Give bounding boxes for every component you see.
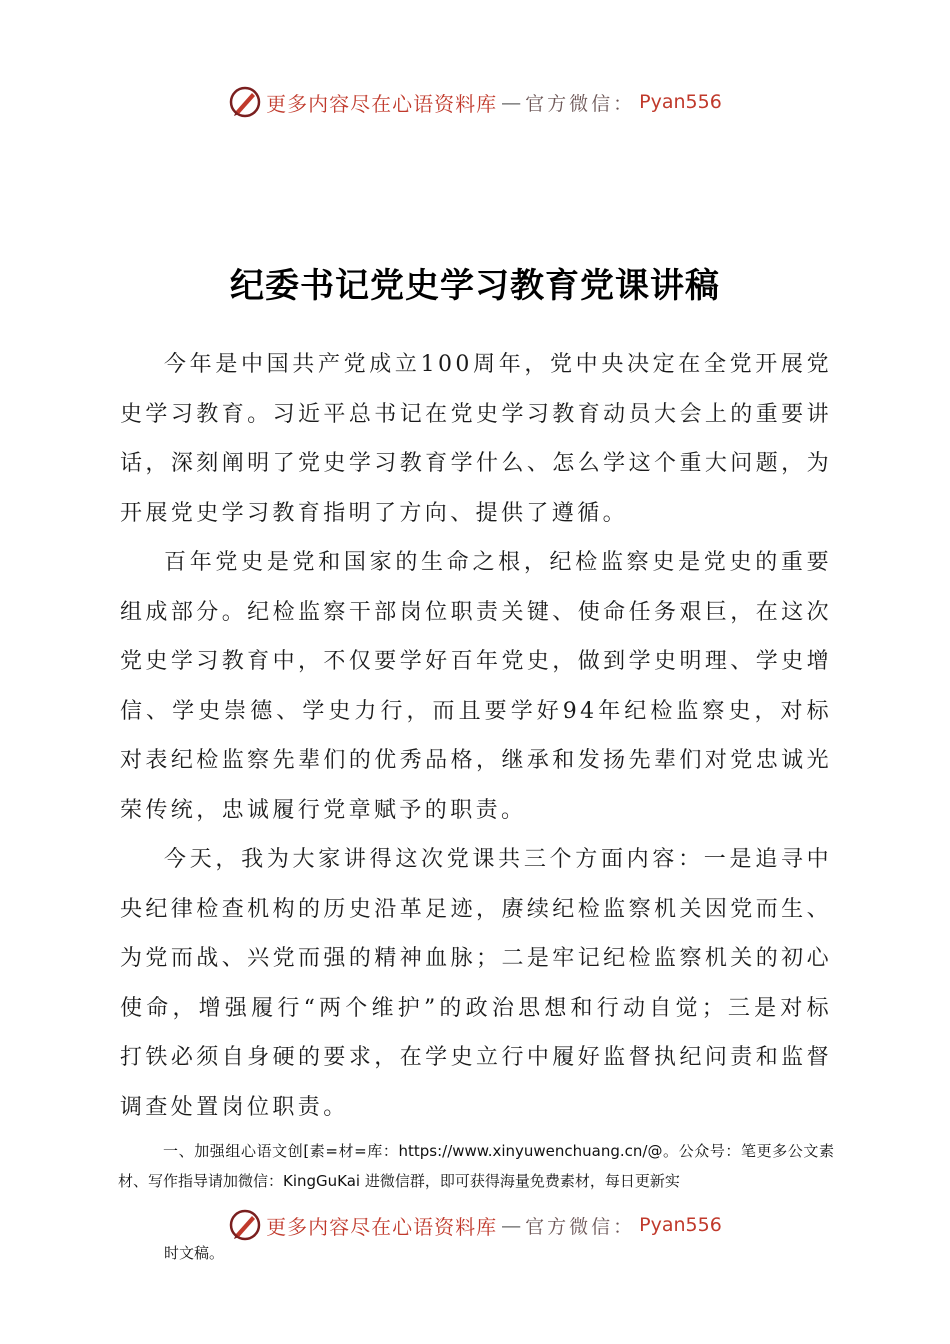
watermark-wechat-id: Pyan556 bbox=[639, 1214, 722, 1236]
watermark-wechat-label: 官方微信： bbox=[525, 1215, 636, 1238]
paragraph-2: 百年党史是党和国家的生命之根，纪检监察史是党史的重要组成部分。纪检监察干部岗位职责关键、使命任务艰巨，在这次党史学习教育中，不仅要学好百年党史，做到学史明理、学史增信、学史崇德、学史力行，而且要学好94年纪检监察史，对标对表纪检监察先辈们的优秀品格，继承和发扬先辈们对党忠诚光荣传统，忠诚履行党章赋予的职责。 bbox=[120, 550, 832, 823]
watermark-banner-top bbox=[0, 80, 950, 124]
watermark-site-text: 更多内容尽在心语资料库 bbox=[266, 1214, 498, 1239]
watermark-wechat-id: Pyan556 bbox=[639, 91, 722, 113]
paragraph-1: 今年是中国共产党成立100周年，党中央决定在全党开展党史学习教育。习近平总书记在党史学习教育动员大会上的重要讲话，深刻阐明了党史学习教育学什么、怎么学这个重大问题，为开展党史学习教育指明了方向、提供了遵循。 bbox=[120, 352, 832, 526]
document-body bbox=[120, 340, 832, 1132]
pen-logo-icon bbox=[228, 1208, 262, 1242]
watermark-separator: — bbox=[501, 1213, 522, 1237]
watermark-wechat-label: 官方微信： bbox=[525, 92, 636, 115]
paragraph-3: 今天，我为大家讲得这次党课共三个方面内容：一是追寻中央纪律检查机构的历史沿革足迹，赓续纪检监察机关因党而生、为党而战、兴党而强的精神血脉；二是牢记纪检监察机关的初心使命，增强履行“两个维护”的政治思想和行动自觉；三是对标打铁必须自身硬的要求，在学史立行中履好监督执纪问责和监督调查处置岗位职责。 bbox=[120, 847, 832, 1120]
watermark-banner-bottom bbox=[0, 1203, 950, 1247]
watermark-site-text: 更多内容尽在心语资料库 bbox=[266, 91, 498, 116]
document-title: 纪委书记党史学习教育党课讲稿 bbox=[230, 266, 720, 306]
footer-note: 一、加强组心语文创[素=材=库：https://www.xinyuwenchuang.cn/@。公众号：笔更多公文素材、写作指导请加微信：KingGuKai 进微信群，即可获得海量免费素材，每日更新实 bbox=[118, 1142, 834, 1190]
footer-note-end: 时文稿。 bbox=[164, 1244, 225, 1262]
watermark-separator: — bbox=[501, 90, 522, 114]
pen-logo-icon bbox=[228, 85, 262, 119]
